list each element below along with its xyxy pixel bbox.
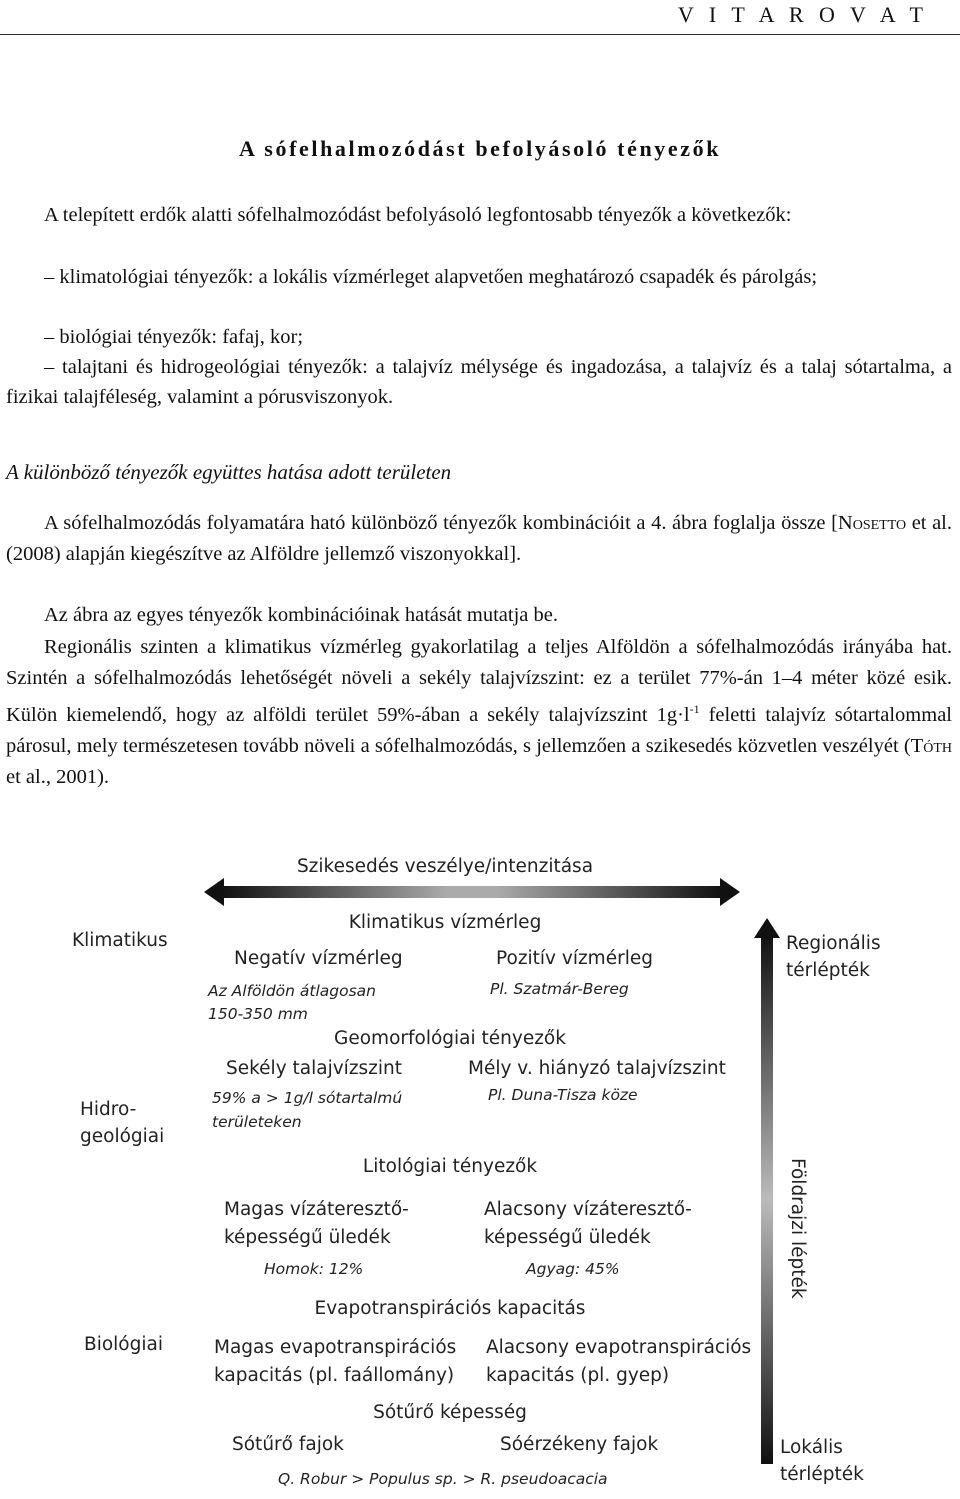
author-name: Tóth xyxy=(910,734,952,757)
intro-paragraph: A telepített erdők alatti sófelhalmozódást befolyásoló legfontosabb tényezők a következők: xyxy=(44,204,792,226)
bullet-climatic: – klimatológiai tényezők: a lokális vízmérleget alapvetően meghatározó csapadék és párolgás; xyxy=(44,266,818,288)
label-magas-evapo: Magas evapotranspirációs kapacitás (pl. faállomány) xyxy=(214,1337,457,1386)
left-label-klimatikus: Klimatikus xyxy=(72,930,168,951)
bullet-biological: – biológiai tényezők: fafaj, kor; xyxy=(44,326,304,348)
paragraph-combinations: A sófelhalmozódás folyamatára ható különböző tényezők kombinációit a 4. ábra foglalja össze [Nosetto et al. (2008) alapján kiegészítve az Alföldre jellemző viszonyokkal]. xyxy=(6,512,953,565)
factor-diagram xyxy=(0,840,960,1499)
right-label-local: Lokális térlépték xyxy=(780,1437,864,1485)
note-agyag: Agyag: 45% xyxy=(526,1260,620,1278)
right-label-vertical: Földrajzi lépték xyxy=(787,1158,808,1299)
label-sekely: Sekély talajvízszint xyxy=(226,1058,403,1079)
label-mely: Mély v. hiányzó talajvízszint xyxy=(468,1058,726,1079)
subheading: A különböző tényezők együttes hatása adott területen xyxy=(6,460,452,484)
note-negativ: Az Alföldön átlagosan 150-350 mm xyxy=(208,982,376,1023)
right-label-regional: Regionális térlépték xyxy=(786,933,881,981)
author-name: Nosetto xyxy=(837,512,907,534)
label-negativ: Negatív vízmérleg xyxy=(234,948,403,969)
note-mely: Pl. Duna-Tisza köze xyxy=(488,1086,638,1104)
note-homok: Homok: 12% xyxy=(264,1260,364,1278)
note-pozitiv: Pl. Szatmár-Bereg xyxy=(490,980,629,998)
paragraph-regional: Regionális szinten a klimatikus vízmérleg gyakorlatilag a teljes Alföldön a sófelhalmozódás irányába hat. Szintén a sófelhalmozódás lehetőségét növeli a sekély talajvízszint: ez a terület 77%-án 1–4 méter közé esik. Külön kiemelendő, hogy az alföldi terület 59%-ában a sekély talajvízszint $1g\cdot l^{-1}$ feletti talajvíz sótartalommal párosul, mely természetesen tovább növeli a sófelhalmozódás, s jellemzően a szikesedés közvetlen veszélyét (Tóth et al., 2001). xyxy=(6,636,952,788)
label-alacsony-evapo: Alacsony evapotranspirációs kapacitás (pl. gyep) xyxy=(486,1337,752,1386)
label-litologiai: Litológiai tényezők xyxy=(362,1156,538,1177)
top-arrow-label: Szikesedés veszélye/intenzitása xyxy=(296,856,594,877)
horizontal-double-arrow xyxy=(204,878,740,906)
label-alacsony-viz: Alacsony vízáteresztő- képességű üledék xyxy=(484,1199,692,1248)
label-soerzekeny-fajok: Sóérzékeny fajok xyxy=(500,1434,659,1455)
label-magas-viz: Magas vízáteresztő- képességű üledék xyxy=(224,1199,409,1248)
journal-section-title: V I T A R O V A T xyxy=(677,2,928,27)
bullet-soil: – talajtani és hidrogeológiai tényezők: a talajvíz mélysége és ingadozása, a talajvíz és a talaj sótartalma, a fizikai talajféleség, valamint a pórusviszonyok. xyxy=(6,356,952,408)
note-species: Q. Robur > Populus sp. > R. pseudoacacia xyxy=(278,1470,608,1488)
label-sotuero-kepesseg: Sótűrő képesség xyxy=(373,1402,527,1423)
paragraph-figure-note: Az ábra az egyes tényezők kombinációinak hatását mutatja be. xyxy=(44,604,558,626)
label-sotuero-fajok: Sótűrő fajok xyxy=(232,1434,344,1455)
note-sekely: 59% a > 1g/l sótartalmú területeken xyxy=(212,1089,403,1131)
left-label-biologiai: Biológiai xyxy=(84,1334,163,1355)
label-evapo: Evapotranspirációs kapacitás xyxy=(314,1298,586,1319)
vertical-scale-arrow xyxy=(754,918,780,1464)
label-geomorf: Geomorfológiai tényezők xyxy=(334,1028,566,1049)
label-klimatikus-vizmerleg: Klimatikus vízmérleg xyxy=(348,912,542,933)
label-pozitiv: Pozitív vízmérleg xyxy=(496,948,653,969)
page-header xyxy=(0,0,960,35)
section-title: A sófelhalmozódást befolyásoló tényezők xyxy=(238,136,722,161)
left-label-hidrogeologiai: Hidro- geológiai xyxy=(80,1099,165,1147)
